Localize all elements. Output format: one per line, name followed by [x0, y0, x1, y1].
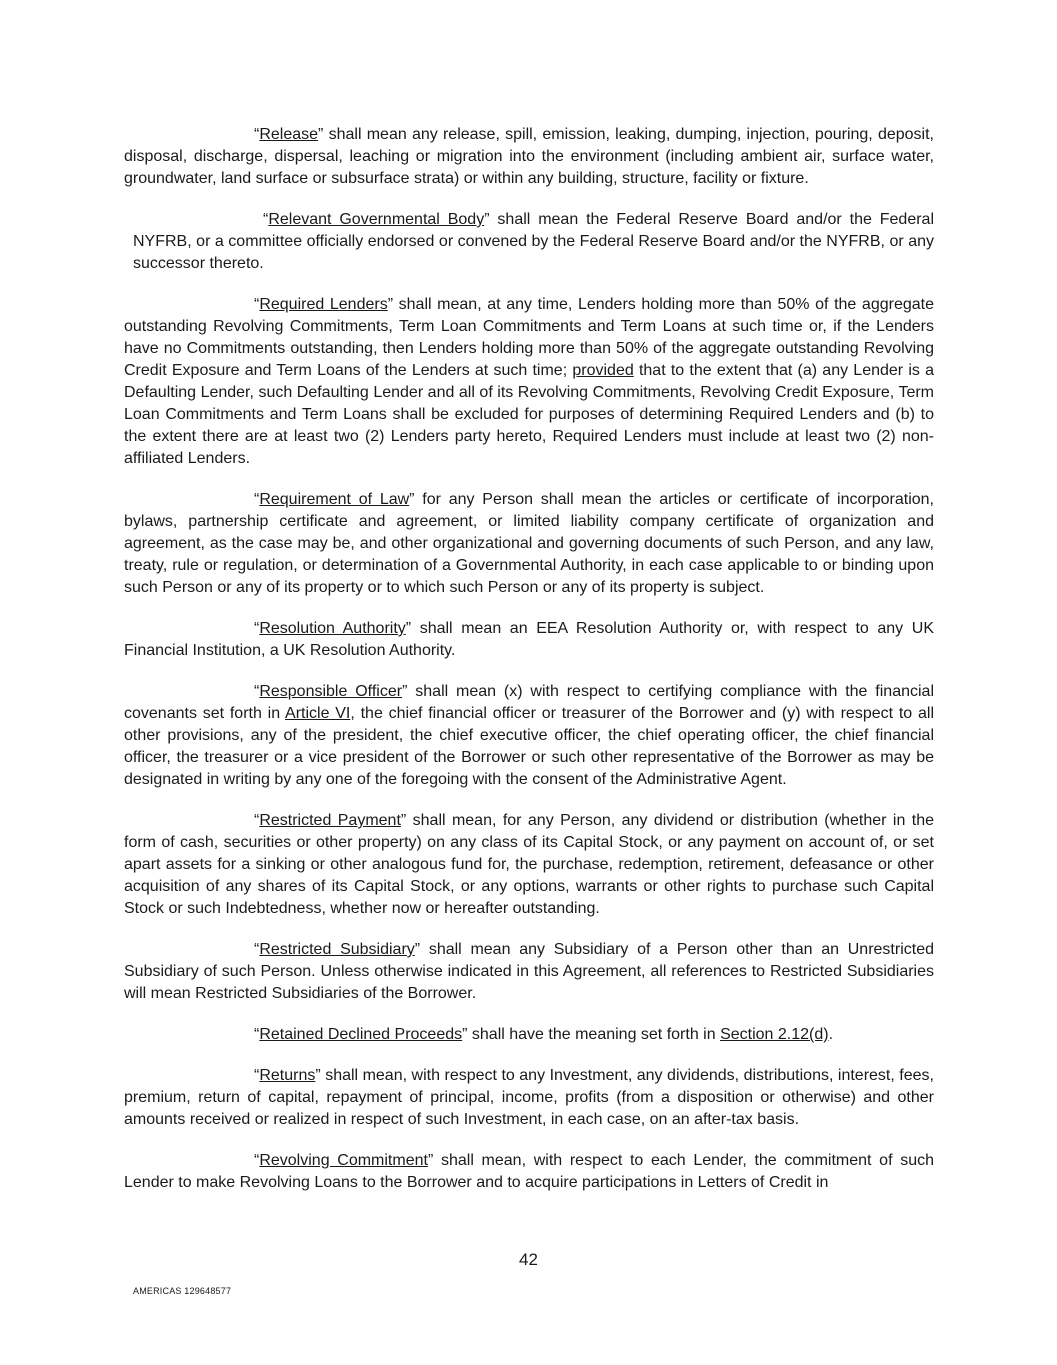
- definition-text-continued: .: [828, 1026, 834, 1043]
- defined-term: Resolution Authority: [259, 620, 406, 637]
- definition-text: shall mean, at any time, Lenders holding more than 50% of the aggregate outstanding Revolving Commitments, Term Loan Commitments and Term Loans at such time or, if the Lenders have no Commitments outstanding, then Lenders holding more than 50% of the aggregate outstanding Revolving Credit Exposure and Term Loans of the Lenders at such time;: [124, 296, 934, 379]
- defined-term: Revolving Commitment: [259, 1152, 428, 1169]
- definition-requirement-of-law: “Requirement of Law” for any Person shall mean the articles or certificate of incorporation, bylaws, partnership certificate and agreement, or limited liability company certificate of organization and agreement, as the case may be, and other organizational and governing documents of such Person, and any law, treaty, rule or regulation, or determination of a Governmental Authority, in each case applicable to or binding upon such Person or any of its property or to which such Person or any of its property is subject.: [124, 491, 935, 596]
- definition-required-lenders: “Required Lenders” shall mean, at any time, Lenders holding more than 50% of the aggregate outstanding Revolving Commitments, Term Loan Commitments and Term Loans at such time or, if the Lenders have no Commitments outstanding, then Lenders holding more than 50% of the aggregate outstanding Revolving Credit Exposure and Term Loans of the Lenders at such time; provided that to the extent that (a) any Lender is a Defaulting Lender, such Defaulting Lender and all of its Revolving Commitments, Revolving Credit Exposure, Term Loan Commitments and Term Loans shall be excluded for purposes of determining Required Lenders and (b) to the extent there are at least two (2) Lenders party hereto, Required Lenders must include at least two (2) non-affiliated Lenders.: [124, 296, 935, 467]
- definition-returns: “Returns” shall mean, with respect to any Investment, any dividends, distributions, interest, fees, premium, return of capital, repayment of principal, income, profits (from a disposition or otherwise) and other amounts received or realized in respect of such Investment, in each case, on an after-tax basis.: [124, 1067, 934, 1128]
- definition-text-continued: , the chief financial officer or treasurer of the Borrower and (y) with respect to all other provisions, any of the president, the chief executive officer, the chief operating officer, the chief financial officer, the treasurer or a vice president of the Borrower or such other representative of the Borrower as may be designated in writing by any one of the foregoing with the consent of the Administrative Agent.: [124, 705, 934, 788]
- definition-text: shall mean an EEA Resolution Authority or, with respect to any UK Financial Institution, a UK Resolution Authority.: [124, 620, 934, 659]
- definition-text: shall mean (x) with respect to certifying compliance with the financial covenants set forth in: [124, 683, 935, 722]
- definition-revolving-commitment: “Revolving Commitment” shall mean, with respect to each Lender, the commitment of such Lender to make Revolving Loans to the Borrower and to acquire participations in Letters of Credit in: [124, 1152, 934, 1191]
- definition-text: shall mean any Subsidiary of a Person other than an Unrestricted Subsidiary of such Person. Unless otherwise indicated in this Agreement, all references to Restricted Subsidiaries will mean Restricted Subsidiaries of the Borrower.: [124, 941, 934, 1002]
- page-number: 42: [519, 1250, 538, 1269]
- definition-text: shall mean, with respect to any Investment, any dividends, distributions, interest, fees, premium, return of capital, repayment of principal, income, profits (from a disposition or otherwise) and other amounts received or realized in respect of such Investment, in each case, on an after-tax basis.: [124, 1067, 934, 1128]
- defined-term: Restricted Payment: [259, 812, 401, 829]
- defined-term: Responsible Officer: [259, 683, 403, 700]
- definition-release: “Release” shall mean any release, spill, emission, leaking, dumping, injection, pouring, deposit, disposal, discharge, dispersal, leaching or migration into the environment (including ambient air, surface water, groundwater, land surface or subsurface strata) or within any building, structure, facility or fixture.: [124, 126, 934, 187]
- defined-term: Relevant Governmental Body: [268, 211, 485, 228]
- definition-responsible-officer: “Responsible Officer” shall mean (x) with respect to certifying compliance with the financial covenants set forth in Article VI, the chief financial officer or treasurer of the Borrower and (y) with respect to all other provisions, any of the president, the chief executive officer, the chief operating officer, the chief financial officer, the treasurer or a vice president of the Borrower or such other representative of the Borrower as may be designated in writing by any one of the foregoing with the consent of the Administrative Agent.: [124, 683, 935, 788]
- definition-text: shall have the meaning set forth in: [471, 1026, 716, 1043]
- definition-text-continued: that to the extent that (a) any Lender is a Defaulting Lender, such Defaulting Lender and all of its Revolving Commitments, Revolving Credit Exposure, Term Loan Commitments and Term Loans shall be excluded for purposes of determining Required Lenders and (b) to the extent there are at least two (2) Lenders party hereto, Required Lenders must include at least two (2) non-affiliated Lenders.: [124, 362, 935, 467]
- definition-reference: Section 2.12(d): [720, 1026, 829, 1043]
- definition-reference: Article VI: [285, 705, 351, 722]
- definition-text: shall mean the Federal Reserve Board and/or the Federal NYFRB, or a committee officially endorsed or convened by the Federal Reserve Board and/or the NYFRB, or any successor thereto.: [133, 211, 935, 272]
- defined-term: Release: [259, 126, 319, 143]
- definition-relevant-governmental-body: “Relevant Governmental Body” shall mean the Federal Reserve Board and/or the Federal NYFRB, or a committee officially endorsed or convened by the Federal Reserve Board and/or the NYFRB, or any successor thereto.: [133, 211, 935, 272]
- definition-text: shall mean, for any Person, any dividend or distribution (whether in the form of cash, securities or other property) on any class of its Capital Stock, or any payment on account of, or set apart assets for a sinking or other analogous fund for, the purchase, redemption, retirement, defeasance or other acquisition of any shares of its Capital Stock, or any options, warrants or other rights to purchase such Capital Stock or such Indebtedness, whether now or hereafter outstanding.: [124, 812, 935, 917]
- defined-term: Retained Declined Proceeds: [259, 1026, 463, 1043]
- definition-resolution-authority: “Resolution Authority” shall mean an EEA Resolution Authority or, with respect to any UK Financial Institution, a UK Resolution Authority.: [124, 620, 934, 659]
- defined-term: Returns: [259, 1067, 316, 1084]
- definition-restricted-subsidiary: “Restricted Subsidiary” shall mean any Subsidiary of a Person other than an Unrestricted Subsidiary of such Person. Unless otherwise indicated in this Agreement, all references to Restricted Subsidiaries will mean Restricted Subsidiaries of the Borrower.: [124, 941, 934, 1002]
- definition-text: for any Person shall mean the articles or certificate of incorporation, bylaws, partnership certificate and agreement, or limited liability company certificate of organization and agreement, as the case may be, and other organizational and governing documents of such Person, and any law, treaty, rule or regulation, or determination of a Governmental Authority, in each case applicable to or binding upon such Person or any of its property or to which such Person or any of its property is subject.: [124, 491, 935, 596]
- definition-restricted-payment: “Restricted Payment” shall mean, for any Person, any dividend or distribution (whether in the form of cash, securities or other property) on any class of its Capital Stock, or any payment on account of, or set apart assets for a sinking or other analogous fund for, the purchase, redemption, retirement, defeasance or other acquisition of any shares of its Capital Stock, or any options, warrants or other rights to purchase such Capital Stock or such Indebtedness, whether now or hereafter outstanding.: [124, 812, 935, 917]
- document-body: [124, 124, 934, 1213]
- document-id: AMERICAS 129648577: [133, 1286, 232, 1296]
- definition-retained-declined-proceeds: “Retained Declined Proceeds” shall have the meaning set forth in Section 2.12(d).: [254, 1026, 834, 1043]
- definition-text: shall mean any release, spill, emission, leaking, dumping, injection, pouring, deposit, disposal, discharge, dispersal, leaching or migration into the environment (including ambient air, surface water, groundwater, land surface or subsurface strata) or within any building, structure, facility or fixture.: [124, 126, 934, 187]
- definition-reference: provided: [572, 362, 634, 379]
- defined-term: Requirement of Law: [259, 491, 410, 508]
- defined-term: Restricted Subsidiary: [259, 941, 415, 958]
- defined-term: Required Lenders: [259, 296, 388, 313]
- definition-text: shall mean, with respect to each Lender, the commitment of such Lender to make Revolving Loans to the Borrower and to acquire participations in Letters of Credit in: [124, 1152, 934, 1191]
